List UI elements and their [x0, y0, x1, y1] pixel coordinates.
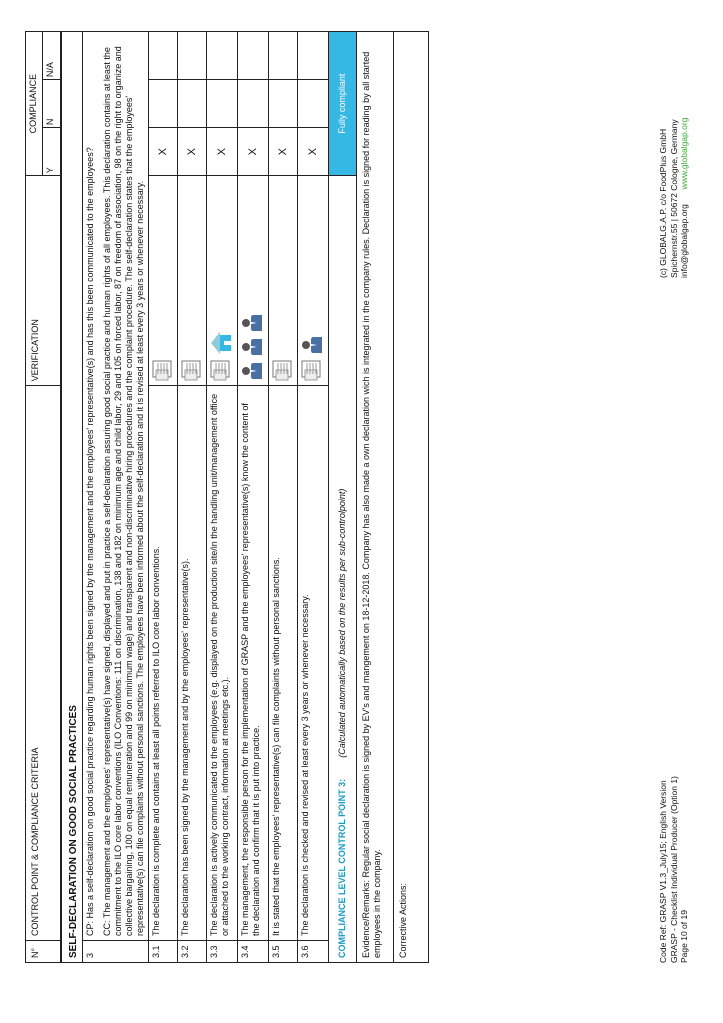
compliance-n-cell[interactable]: [269, 80, 298, 128]
header-y: Y: [43, 128, 61, 176]
compliance-level-note: (Calculated automatically based on the results per sub-controlpoint): [337, 488, 347, 758]
verification-icons: [149, 176, 178, 386]
cp-question: CP: Has a self-declaration on good social practice regarding human rights been signed by the management and the employees' representative(s) and has this been communicated to the employees?: [85, 147, 95, 936]
footer-address: Spichernstr.55 | 50672 Cologne, Germany: [668, 119, 679, 278]
compliance-level-cell: [329, 176, 357, 963]
compliance-n-cell[interactable]: [238, 80, 269, 128]
compliance-n-cell[interactable]: [149, 80, 178, 128]
sub-controlpoint-row: [178, 32, 207, 963]
document-icon: [272, 359, 295, 381]
footer-checklist-name: GRASP - Checklist Individual Producer (Option 1): [668, 776, 679, 963]
compliance-na-cell[interactable]: [149, 32, 178, 80]
header-no: N°: [26, 940, 62, 962]
row-number: 3.4: [238, 940, 269, 962]
footer-copyright: (c) GLOBALG.A.P. c/o FoodPlus GmbH: [658, 128, 668, 278]
compliance-y-mark[interactable]: X: [238, 128, 269, 176]
compliance-level-label: COMPLIANCE LEVEL CONTROL POINT 3:: [337, 778, 347, 958]
person-icon: [241, 361, 266, 381]
verification-icons: [238, 176, 269, 386]
header-criteria: CONTROL POINT & COMPLIANCE CRITERIA: [26, 386, 62, 941]
cp-text: [83, 32, 149, 941]
footer-website-link[interactable]: www.globalgap.org: [679, 117, 689, 190]
compliance-y-mark[interactable]: X: [269, 128, 298, 176]
document-icon: [152, 359, 175, 381]
document-icon: [301, 359, 324, 381]
footer-email[interactable]: info@globalgap.org: [679, 204, 689, 278]
row-criteria: The declaration is checked and revised at least every 3 years or whenever necessary.: [298, 386, 329, 941]
verification-icons: [207, 176, 238, 386]
row-criteria: The declaration is complete and contains at least all points referred to ILO core labor conventions.: [149, 386, 178, 941]
compliance-n-cell[interactable]: [207, 80, 238, 128]
corrective-actions: Corrective Actions:: [394, 32, 429, 963]
compliance-result-badge: Fully compliant: [329, 32, 357, 176]
house-icon: [210, 331, 235, 355]
control-point-row: [83, 32, 149, 963]
compliance-y-mark[interactable]: X: [207, 128, 238, 176]
sub-controlpoint-row: [298, 32, 329, 963]
compliance-n-cell[interactable]: [178, 80, 207, 128]
footer-page-number: Page 10 of 19: [679, 910, 689, 963]
row-number: 3.5: [269, 940, 298, 962]
row-number: 3.3: [207, 940, 238, 962]
compliance-y-mark[interactable]: X: [178, 128, 207, 176]
document-icon: [181, 359, 204, 381]
compliance-level-row: [329, 32, 357, 963]
cp-compliance-criteria: CC: The management and the employees' representative(s) have signed, displayed and put in practice a self-declaration assuring good social practice and human rights of all employees. This declaration contains at least the commitment to the ILO core labor conventions (ILO Conventions: 111 on discrimination, 138 and 182 on minimum age and child labor, 29 and 105 on forced labor, 87 on freedom of association, 98 on the right to organize and collective bargaining, 100 on equal remuneration and 99 on minimum wage) and transparent and non-discriminative hiring procedures and the complaint procedure. The self-declaration states that the employees' representative(s) can file complaints without personal sanctions. The employees have been informed about the self-declaration and it is revised at least every 3 years or whenever necessary.: [102, 46, 145, 936]
compliance-y-mark[interactable]: X: [149, 128, 178, 176]
compliance-na-cell[interactable]: [207, 32, 238, 80]
header-na: N/A: [43, 32, 61, 80]
verification-icons: [298, 176, 329, 386]
sub-controlpoint-row: [269, 32, 298, 963]
sub-controlpoint-row: [207, 32, 238, 963]
header-verification: VERIFICATION: [26, 176, 62, 386]
compliance-na-cell[interactable]: [178, 32, 207, 80]
section-row: [61, 32, 83, 963]
person-icon: [301, 335, 326, 355]
compliance-na-cell[interactable]: [298, 32, 329, 80]
verification-icons: [178, 176, 207, 386]
document-icon: [210, 359, 233, 381]
person-icon: [241, 337, 266, 357]
row-number: 3.2: [178, 940, 207, 962]
header-row: [26, 32, 43, 963]
evidence-remarks: Evidence/Remarks: Regular social declaration is signed by EV's and mangement on 18-12-2018. Company has also made a own declaration wich is integrated in the company rules. Declaration is signed for reading by all started employees in the company.: [357, 32, 394, 963]
row-criteria: It is stated that the employees' representative(s) can file complaints without personal sanctions.: [269, 386, 298, 941]
section-title: SELF-DECLARATION ON GOOD SOCIAL PRACTICES: [61, 32, 83, 963]
compliance-na-cell[interactable]: [238, 32, 269, 80]
compliance-na-cell[interactable]: [269, 32, 298, 80]
footer-contact: [679, 118, 690, 278]
sub-controlpoint-row: [238, 32, 269, 963]
row-criteria: The management, the responsible person for the implementation of GRASP and the employees' representative(s) know the content of the declaration and confirm that it is put into practice.: [238, 386, 269, 941]
footer-left: [658, 776, 690, 963]
person-icon: [241, 313, 266, 333]
cp-number: 3: [83, 940, 149, 962]
row-criteria: The declaration has been signed by the management and by the employees' representative(s).: [178, 386, 207, 941]
row-number: 3.1: [149, 940, 178, 962]
footer-right: [658, 118, 690, 278]
row-criteria: The declaration is actively communicated to the employees (e.g. displayed on the production site/in the handling unit/management office or attached to the working contract, information at meetings etc.).: [207, 386, 238, 941]
sub-controlpoints: [149, 32, 329, 963]
footer-code-ref: Code Ref: GRASP V1.3_July15; English Version: [658, 780, 668, 963]
header-n: N: [43, 80, 61, 128]
verification-icons: [269, 176, 298, 386]
row-number: 3.6: [298, 940, 329, 962]
compliance-y-mark[interactable]: X: [298, 128, 329, 176]
checklist-table: [25, 31, 429, 963]
corrective-row: [394, 32, 429, 963]
header-compliance: COMPLIANCE: [26, 32, 43, 176]
sub-controlpoint-row: [149, 32, 178, 963]
compliance-n-cell[interactable]: [298, 80, 329, 128]
evidence-row: [357, 32, 394, 963]
